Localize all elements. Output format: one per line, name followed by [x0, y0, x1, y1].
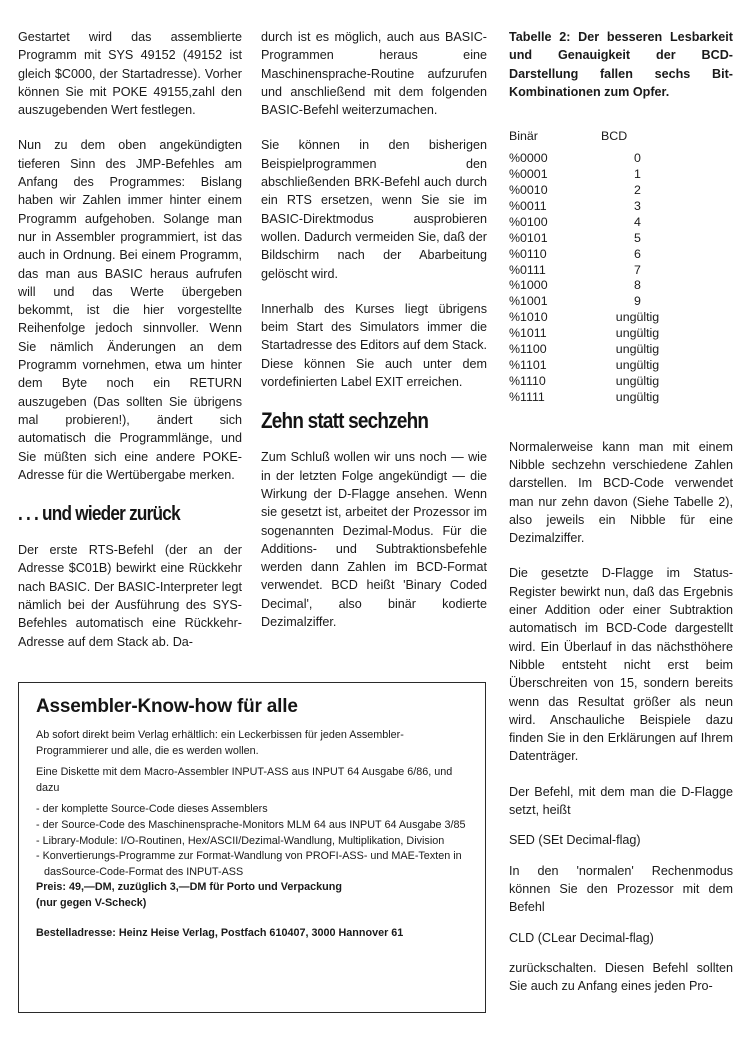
binary-value: %0101 [509, 230, 548, 245]
binary-value: %0001 [509, 167, 548, 182]
ad-list-item: - der Source-Code des Maschinensprache-Monitors MLM 64 aus INPUT 64 Ausgabe 3/85 [36, 818, 466, 831]
article-column-3 [509, 28, 733, 1012]
body-paragraph: Die gesetzte D-Flagge im Status-Register bewirkt nun, daß das Ergebnis einer Addition oder einer Subtraktion automatisch im BCD-Code dargestellt wird. Ein Überlauf in das nächsthöhere Nibble entsteht nicht erst beim Überschreiten von 15, sondern bereits wenn das Resultat größer als neun wird. Anschauliche Beispiele dazu finden Sie in den Erklärungen auf Ihrem Datenträger. [509, 566, 733, 764]
binary-value: %0000 [509, 151, 548, 166]
ad-title: Assembler-Know-how für alle [36, 696, 298, 717]
body-paragraph: durch ist es möglich, auch aus BASIC-Programmen heraus eine Maschinensprache-Routine aufzurufen und anschließend mit dem folgenden BASIC-Befehl weiterzumachen. [261, 30, 487, 118]
binary-value: %0010 [509, 183, 548, 197]
binary-value: %0110 [509, 246, 547, 261]
table-row [509, 310, 676, 326]
binary-value: %0100 [509, 214, 548, 229]
table-caption: Tabelle 2: Der besseren Lesbarkeit und Genauigkeit der BCD-Darstellung fallen sechs Bit-Kombinationen zum Opfer. [509, 30, 733, 99]
table-row [509, 358, 676, 374]
binary-value: %1000 [509, 278, 548, 293]
ad-intro: Ab sofort direkt beim Verlag erhältlich: ein Leckerbissen für jeden Assembler-Programmierer und alle, die es werden wollen. [36, 729, 404, 757]
body-paragraph: Nun zu dem oben angekündigten tieferen Sinn des JMP-Befehles am Anfang des Programmes: Bislang haben wir Zahlen immer hinter einem Programm aufgehoben. Solange man nur in Assembler programmiert, ist das auch in Ordnung. Bei einem Programm, das man aus BASIC heraus aufrufen will und das Werte übergeben bekommt, ist die hier vorgestellte Reihenfolge jedoch sinnvoller. Wenn Sie nämlich Änderungen an dem Programm vornehmen, etwa um hinter dem Byte noch ein RETURN auszugeben (Das sollten Sie übrigens mal probieren!), ändert sich automatisch die Programmlänge, und Sie müßten sich eine andere POKE-Adresse für die Wertübergabe merken. [18, 138, 242, 482]
bcd-value: 8 [634, 278, 641, 293]
body-paragraph: Normalerweise kann man mit einem Nibble sechzehn verschiedene Zahlen darstellen. Im BCD-Code verwendet man nur zehn davon (Siehe Tabelle 2), also jeweils ein Nibble für eine Dezimalziffer. [509, 439, 733, 546]
bcd-value: 7 [634, 262, 641, 277]
table-header-bcd: BCD [601, 129, 628, 144]
table-row [509, 151, 676, 167]
body-paragraph: zurückschalten. Diesen Befehl sollten Sie auch zu Anfang eines jeden Pro- [509, 960, 733, 994]
bcd-value: 3 [634, 198, 641, 213]
binary-value: %1010 [509, 310, 548, 325]
article-column-1 [18, 28, 242, 668]
bcd-table [509, 127, 676, 406]
ad-price-note: (nur gegen V-Scheck) [36, 896, 147, 909]
binary-value: %0011 [509, 198, 547, 213]
bcd-value: 9 [634, 294, 641, 309]
table-header-row [509, 127, 676, 151]
table-row [509, 247, 676, 263]
table-row [509, 374, 676, 390]
article-column-2 [261, 28, 487, 648]
ad-disk-description: Eine Diskette mit dem Macro-Assembler INPUT-ASS aus INPUT 64 Ausgabe 6/86, und dazu [36, 766, 453, 794]
ad-list-item: - der komplette Source-Code dieses Assemblers [36, 803, 268, 816]
instruction-sed: SED (SEt Decimal-flag) [509, 833, 641, 848]
binary-value: %1001 [509, 294, 548, 309]
table-row [509, 278, 676, 294]
body-paragraph: Der erste RTS-Befehl (der an der Adresse $C01B) bewirkt eine Rückkehr nach BASIC. Der BASIC-Interpreter legt nämlich bei der Ausführung des SYS-Befehles automatisch eine Rückkehr-Adresse auf dem Stack ab. Da- [18, 543, 242, 649]
body-paragraph: In den 'normalen' Rechenmodus können Sie den Prozessor mit dem Befehl [509, 863, 733, 915]
body-paragraph: Der Befehl, mit dem man die D-Flagge setzt, heißt [509, 784, 733, 818]
bcd-value: ungültig [615, 373, 660, 388]
bcd-value: ungültig [615, 342, 660, 357]
binary-value: %1101 [509, 357, 547, 372]
table-row [509, 326, 676, 342]
instruction-cld: CLD (CLear Decimal-flag) [509, 930, 654, 945]
binary-value: %1100 [509, 342, 547, 357]
ad-order-address: Bestelladresse: Heinz Heise Verlag, Postfach 610407, 3000 Hannover 61 [36, 926, 404, 939]
binary-value: %1011 [509, 326, 547, 341]
table-row [509, 263, 676, 279]
section-heading-und-wieder-zurueck: . . . und wieder zurück [18, 503, 180, 526]
section-heading-zehn-statt-sechzehn: Zehn statt sechzehn [261, 408, 429, 434]
bcd-value: ungültig [615, 326, 660, 341]
advertisement-box [18, 682, 486, 1013]
ad-price: Preis: 49,—DM, zuzüglich 3,—DM für Porto und Verpackung [36, 881, 342, 894]
body-paragraph: Sie können in den bisherigen Beispielprogrammen den abschließenden BRK-Befehl auch durch ein RTS ersetzen, wenn Sie sie im BASIC-Direktmodus ausprobieren wollen. Dadurch vermeiden Sie, daß der Bildschirm nach der Abarbeitung gelöscht wird. [261, 138, 487, 281]
table-row [509, 199, 676, 215]
bcd-value: 5 [634, 230, 641, 245]
bcd-value: ungültig [615, 310, 660, 325]
table-row [509, 215, 676, 231]
bcd-value: 6 [634, 246, 641, 261]
body-paragraph: Innerhalb des Kurses liegt übrigens beim Start des Simulators immer die Startadresse des Editors auf dem Stack. Diese können Sie auch unter dem vordefinierten Label EXIT erreichen. [261, 301, 487, 390]
table-row [509, 390, 676, 406]
table-row [509, 342, 676, 358]
ad-list-item: - Konvertierungs-Programme zur Format-Wandlung von PROFI-ASS- und MAE-Texten in dasSource-Code-Format des INPUT-ASS [36, 850, 462, 878]
binary-value: %1111 [509, 389, 545, 404]
table-row [509, 183, 676, 199]
bcd-value: ungültig [615, 389, 660, 404]
body-paragraph: Gestartet wird das assemblierte Programm mit SYS 49152 (49152 ist gleich $C000, der Startadresse). Vorher können Sie mit POKE 49155,zahl den auszugebenden Wert festlegen. [18, 30, 242, 118]
bcd-value: ungültig [615, 357, 660, 372]
bcd-value: 2 [634, 183, 641, 197]
binary-value: %1110 [509, 373, 546, 388]
ad-contents-list [36, 802, 467, 880]
table-header-binary: Binär [509, 129, 538, 144]
binary-value: %0111 [509, 262, 546, 277]
bcd-value: 1 [634, 167, 641, 182]
table-row [509, 167, 676, 183]
bcd-value: 4 [634, 214, 641, 229]
bcd-value: 0 [634, 151, 641, 166]
ad-list-item: - Library-Module: I/O-Routinen, Hex/ASCII/Dezimal-Wandlung, Multiplikation, Division [36, 834, 445, 847]
table-row [509, 294, 676, 310]
table-row [509, 231, 676, 247]
body-paragraph: Zum Schluß wollen wir uns noch — wie in der letzten Folge angekündigt — die Wirkung der D-Flagge ansehen. Wenn sie gesetzt ist, arbeitet der Prozessor im sogenannten Dezimal-Modus. Für die Additions- und Subtraktionsbefehle werden dann Zahlen im BCD-Format verwendet. BCD heißt 'Binary Coded Decimal', also binär kodierte Dezimalziffer. [261, 450, 487, 630]
